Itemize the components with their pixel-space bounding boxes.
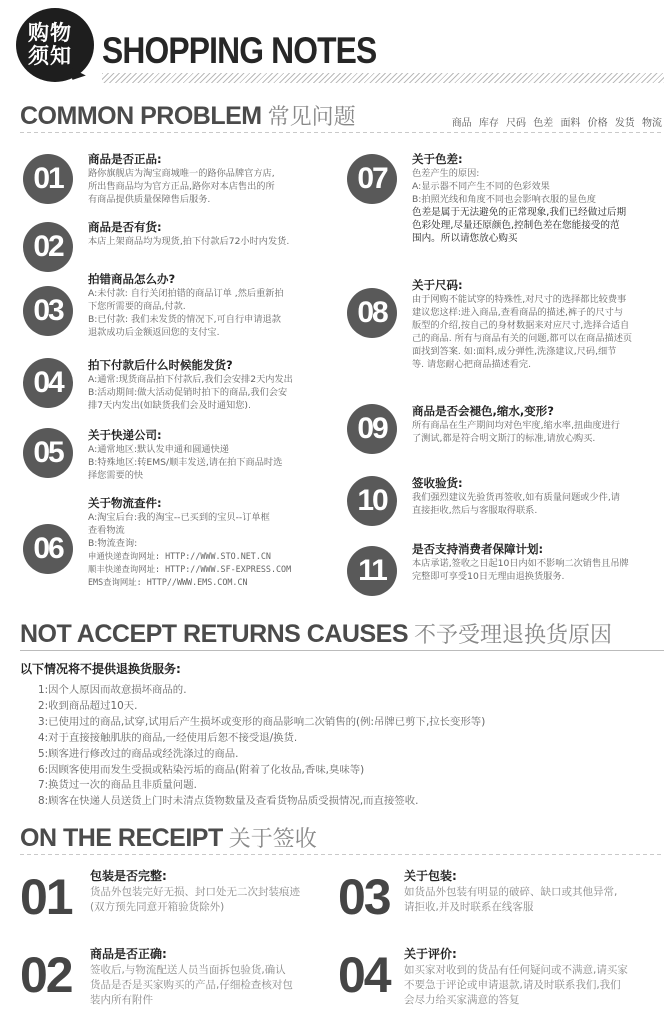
faq-answer-line: 直接拒收,然后与客服取得联系. (412, 505, 538, 516)
list-item: 2:收到商品超过10天. (38, 699, 138, 712)
not-accept-list (38, 683, 485, 810)
tag: 尺码 (506, 118, 527, 129)
faq-question: 关于色差: (412, 152, 463, 166)
section-divider (20, 854, 664, 855)
not-accept-heading (20, 618, 612, 649)
faq-item (88, 496, 291, 589)
receipt-item-line: 如买家对收到的货品有任何疑问或不满意,请买家 (404, 964, 628, 976)
not-accept-title-en: NOT ACCEPT RETURNS CAUSES (20, 620, 408, 648)
faq-number-badge: 11 (347, 546, 397, 596)
faq-answer-line: A:未付款: 自行关闭拍错的商品订单 ,然后重新拍 (88, 288, 284, 299)
faq-answer-line: A:淘宝后台:我的淘宝--已买到的宝贝--订单框 (88, 512, 270, 523)
faq-answer-line: 围内。所以请您放心购买 (412, 233, 518, 244)
faq-answer-line: A:通常地区:默认发申通和圆通快递 (88, 444, 229, 455)
faq-number-badge: 07 (347, 154, 397, 204)
badge-line-2: 须知 (28, 44, 72, 68)
receipt-item-line: 如货品外包装有明显的破碎、缺口或其他异常, (404, 886, 618, 898)
faq-question: 签收验货: (412, 476, 463, 490)
faq-answer-line: EMS查询网址: HTTP//WWW.EMS.COM.CN (88, 577, 248, 587)
faq-item (412, 152, 626, 245)
tag: 发货 (614, 118, 635, 129)
section-divider (20, 132, 664, 133)
page-title: SHOPPING NOTES (102, 30, 377, 71)
receipt-item-title: 关于包装: (404, 869, 457, 883)
faq-answer-line: 所有商品在生产期间均对色牢度,缩水率,扭曲度进行 (412, 420, 620, 431)
faq-question: 商品是否正品: (88, 152, 162, 166)
receipt-item-line: 不要急于评论或申请退款,请及时联系我们,我们 (404, 979, 621, 991)
list-item: 1:因个人原因而故意损坏商品的. (38, 684, 187, 696)
faq-question: 关于物流查件: (88, 496, 162, 510)
faq-answer-line: 了测试,都是符合明文斯汀的标准,请放心购买. (412, 433, 596, 444)
faq-item (412, 278, 632, 371)
receipt-item-line: 请拒收,并及时联系在线客服 (404, 901, 534, 913)
receipt-item-line: 货品外包装完好无损、封口处无二次封装痕迹 (90, 886, 300, 898)
faq-answer-line: 色差是属于无法避免的正常现象,我们已经做过后期 (412, 207, 627, 218)
faq-answer-line: B:物流查询: (88, 538, 138, 549)
faq-answer-line: A:显示器不同产生不同的色彩效果 (412, 181, 550, 192)
tag: 面料 (560, 118, 581, 129)
receipt-item (90, 868, 300, 915)
common-problem-title-en: COMMON PROBLEM (20, 102, 262, 130)
faq-answer-line: 本店上架商品均为现货,拍下付款后72小时内发货. (88, 236, 290, 247)
faq-question: 是否支持消费者保障计划: (412, 542, 544, 556)
common-problem-heading (20, 100, 356, 131)
receipt-item-line: (双方预先同意开箱验货除外) (90, 901, 225, 913)
faq-answer-line: 版型的介绍,按自己的身材数据来对应尺寸,选择合适自 (412, 320, 630, 331)
faq-number-badge: 10 (347, 476, 397, 526)
faq-item (88, 358, 293, 412)
faq-answer-line: B:已付款: 我们未发货的情况下,可自行申请退款 (88, 314, 281, 325)
topic-tags (448, 114, 662, 129)
faq-answer-line: 路你旗舰店为淘宝商城唯一的路你品牌官方店, (88, 168, 275, 179)
receipt-item-title: 商品是否正确: (90, 947, 167, 961)
receipt-item-line: 装内所有附件 (90, 994, 153, 1006)
faq-question: 关于快递公司: (88, 428, 162, 442)
receipt-title-zh: 关于签收 (228, 827, 317, 852)
tag: 库存 (478, 118, 499, 129)
faq-answer-line: 由于网购不能试穿的特殊性,对尺寸的选择都比较费事 (412, 294, 627, 305)
faq-number-badge: 08 (347, 288, 397, 338)
faq-answer-line: 排7天内发出(如缺货我们会及时通知您). (88, 400, 251, 411)
receipt-item-title: 关于评价: (404, 947, 457, 961)
faq-number-badge: 01 (23, 154, 73, 204)
receipt-item (90, 946, 293, 1008)
faq-answer-line: 本店承诺,签收之日起10日内如不影响二次销售且吊牌 (412, 558, 629, 569)
faq-number-badge: 04 (23, 358, 73, 408)
faq-answer-line: 申通快递查询网址: HTTP://WWW.STO.NET.CN (88, 551, 271, 561)
faq-answer-line: 有商品提供质量保障售后服务. (88, 194, 211, 205)
list-item: 7:换货过一次的商品且非质量问题. (38, 779, 197, 792)
faq-answer-line: 面找到答案. 如:面料,成分弹性,洗涤建议,尺码,细节 (412, 346, 617, 357)
tag: 商品 (451, 118, 472, 129)
faq-item (88, 220, 289, 248)
faq-question: 拍错商品怎么办? (88, 272, 176, 286)
faq-number-badge: 03 (23, 286, 73, 336)
faq-answer-line: 我们强烈建议先验货再签收,如有质量问题或少件,请 (412, 492, 620, 503)
faq-answer-line: 完整即可享受10日无理由退换货服务. (412, 571, 565, 582)
faq-item (412, 542, 629, 583)
faq-answer-line: B:活动期间:做大活动促销时拍下的商品,我们会安 (88, 387, 288, 398)
faq-question: 关于尺码: (412, 278, 463, 292)
list-item: 8:顾客在快递人员送货上门时未清点货物数量及查看货物品质受损情况,而直接签收. (38, 795, 419, 808)
list-item: 6:因顾客使用而发生受损或粘染污垢的商品(附着了化妆品,香味,臭味等) (38, 763, 365, 776)
faq-answer-line: 查看物流 (88, 525, 125, 536)
faq-number-badge: 02 (23, 222, 73, 272)
receipt-item-title: 包装是否完整: (90, 869, 167, 883)
receipt-number: 01 (20, 869, 72, 925)
faq-answer-line: 己的商品. 所有与商品有关的问题,都可以在商品描述页 (412, 333, 633, 344)
faq-question: 拍下付款后什么时候能发货? (88, 358, 233, 372)
tag: 价格 (587, 118, 608, 129)
faq-answer-line: 退款成功后金额返回您的支付宝. (88, 327, 220, 338)
not-accept-intro: 以下情况将不提供退换货服务: (20, 662, 181, 676)
common-problem-title-zh: 常见问题 (267, 105, 356, 130)
receipt-number: 02 (20, 947, 72, 1003)
receipt-number: 03 (338, 869, 390, 925)
shopping-notes-badge (16, 8, 102, 88)
receipt-item-line: 签收后,与物流配送人员当面拆包验货,确认 (90, 964, 286, 976)
faq-answer-line: 顺丰快递查询网址: HTTP://WWW.SF-EXPRESS.COM (88, 564, 292, 574)
tag: 物流 (642, 118, 662, 129)
faq-answer-line: 下您所需要的商品,付款. (88, 301, 186, 312)
receipt-item-line: 货品是否是买家购买的产品,仔细检查核对包 (90, 979, 293, 991)
faq-answer-line: A:通常:现货商品拍下付款后,我们会安排2天内发出 (88, 374, 293, 385)
faq-question: 商品是否会褪色,缩水,变形? (412, 404, 554, 418)
faq-answer-line: 色差产生的原因: (412, 168, 480, 179)
list-item: 5:顾客进行修改过的商品或经洗涤过的商品. (38, 747, 239, 760)
faq-answer-line: B:特殊地区:转EMS/顺丰发送,请在拍下商品时选 (88, 457, 283, 468)
faq-item (88, 152, 275, 206)
receipt-item-line: 会尽力给买家满意的答复 (404, 994, 520, 1006)
not-accept-title-zh: 不予受理退换货原因 (414, 623, 613, 648)
faq-answer-line: 所出售商品均为官方正品,路你对本店售出的所 (88, 181, 275, 192)
hatch-divider (102, 73, 664, 83)
faq-answer-line: B:拍照光线和角度不同也会影响衣服的显色度 (412, 194, 596, 205)
faq-answer-line: 建议您这样:进入商品,查看商品的描述,裤子的尺寸与 (412, 307, 624, 318)
faq-item (412, 476, 620, 517)
tag: 色差 (533, 118, 554, 129)
faq-number-badge: 05 (23, 428, 73, 478)
receipt-heading (20, 822, 317, 853)
faq-answer-line: 等. 请您耐心把商品描述看完. (412, 359, 532, 370)
faq-number-badge: 06 (23, 524, 73, 574)
receipt-title-en: ON THE RECEIPT (20, 824, 223, 852)
receipt-number: 04 (338, 947, 390, 1003)
list-item: 3:已使用过的商品,试穿,试用后产生损坏或变形的商品影响二次销售的(例:吊牌已剪下,拉长变形等) (38, 715, 486, 728)
section-divider (20, 650, 664, 651)
faq-item (88, 272, 284, 339)
faq-answer-line: 色彩处理,尽量还原颜色,控制色差在您能接受的范 (412, 220, 620, 231)
faq-question: 商品是否有货: (88, 220, 162, 234)
faq-item (88, 428, 282, 482)
faq-item (412, 404, 620, 445)
badge-line-1: 购物 (28, 21, 72, 45)
receipt-item (404, 868, 617, 915)
receipt-item (404, 946, 628, 1008)
faq-number-badge: 09 (347, 404, 397, 454)
list-item: 4:对于直接接触肌肤的商品,一经使用后恕不接受退/换货. (38, 731, 298, 744)
faq-answer-line: 择您需要的快 (88, 470, 144, 481)
